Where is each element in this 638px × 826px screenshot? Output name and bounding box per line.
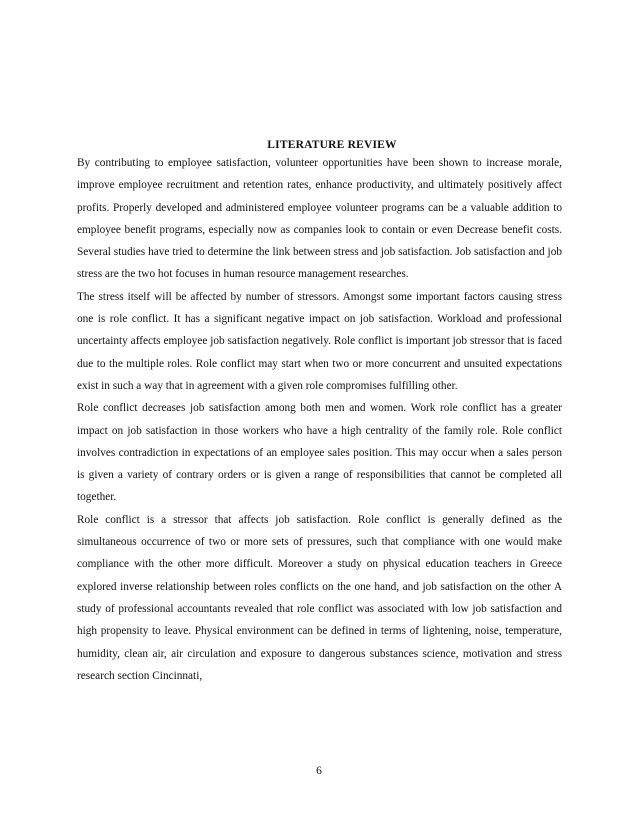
section-title: LITERATURE REVIEW [267,139,397,151]
page-number: 6 [316,765,322,777]
body-text [77,152,562,687]
paragraph-1: By contributing to employee satisfaction, volunteer opportunities have been shown to increase morale, improve employee recruitment and retention rates, enhance productivity, and ultimately positively affect profits. Properly developed and administered employee volunteer programs can be a valuable addition to employee benefit programs, especially now as companies look to contain or even Decrease benefit costs. Several studies have tried to determine the link between stress and job satisfaction. Job satisfaction and job stress are the two hot focuses in human resource management researches. [77,157,562,281]
paragraph-2: The stress itself will be affected by number of stressors. Amongst some important factors causing stress one is role conflict. It has a significant negative impact on job satisfaction. Workload and professional uncertainty affects employee job satisfaction negatively. Role conflict is important job stressor that is faced due to the multiple roles. Role conflict may start when two or more concurrent and unsuited expectations exist in such a way that in agreement with a given role compromises fulfilling other. [77,290,562,392]
paragraph-4: Role conflict is a stressor that affects job satisfaction. Role conflict is generally defined as the simultaneous occurrence of two or more sets of pressures, such that compliance with one would make compliance with the other more difficult. Moreover a study on physical education teachers in Greece explored inverse relationship between roles conflicts on the one hand, and job satisfaction on the other A study of professional accountants revealed that role conflict was associated with low job satisfaction and high propensity to leave. Physical environment can be defined in terms of lightening, noise, temperature, humidity, clean air, air circulation and exposure to dangerous substances science, motivation and stress research section Cincinnati, [77,513,562,682]
paragraph-3: Role conflict decreases job satisfaction among both men and women. Work role conflict has a greater impact on job satisfaction in those workers who have a high centrality of the family role. Role conflict involves contradiction in expectations of an employee sales position. This may occur when a sales person is given a variety of contrary orders or is given a range of responsibilities that cannot be completed all together. [77,402,562,504]
